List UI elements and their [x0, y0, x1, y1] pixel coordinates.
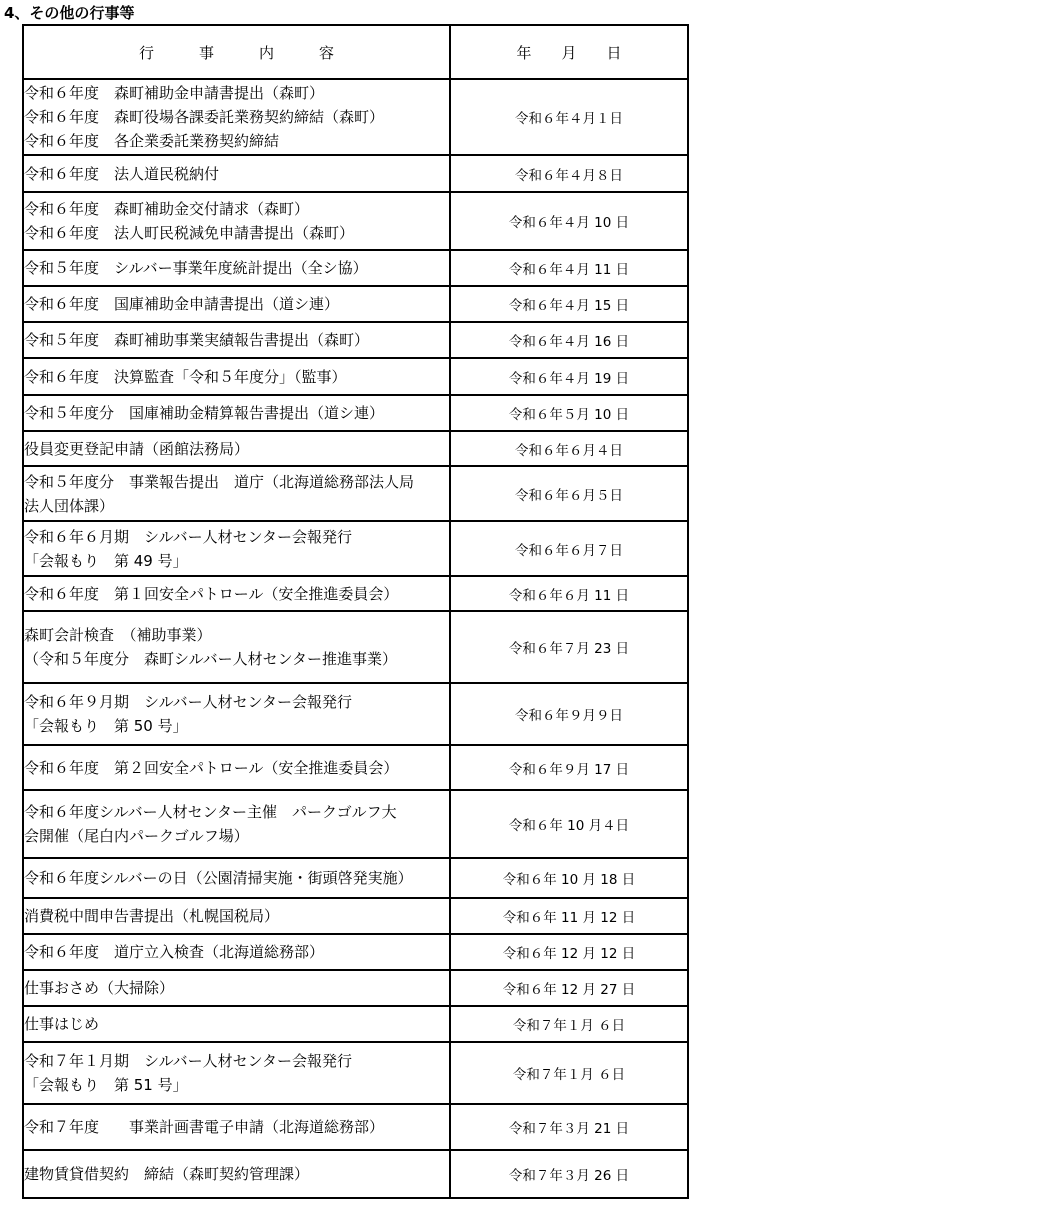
event-content-line: 消費税中間申告書提出（札幌国税局） [24, 907, 280, 925]
event-content-line: 令和５年度 森町補助事業実績報告書提出（森町） [24, 331, 370, 349]
table-row [23, 155, 688, 192]
event-content-line: 令和６年６月期 シルバー人材センター会報発行 [24, 527, 352, 546]
event-content-cell [23, 1150, 450, 1198]
table-row [23, 790, 688, 858]
event-date-cell: 令和６年９月 17 日 [450, 745, 688, 790]
event-date-cell: 令和６年４月 19 日 [450, 358, 688, 395]
event-content-cell [23, 192, 450, 250]
table-row [23, 322, 688, 358]
event-content-line: 令和６年度 森町補助金交付請求（森町） [24, 200, 310, 218]
event-date-cell: 令和６年 10 月４日 [450, 790, 688, 858]
event-content-line: 令和６年度 森町補助金申請書提出（森町） [24, 84, 325, 102]
event-date-cell: 令和６年 10 月 18 日 [450, 858, 688, 898]
table-row [23, 192, 688, 250]
table-row [23, 970, 688, 1006]
event-content-cell [23, 431, 450, 466]
event-date-cell: 令和６年６月７日 [450, 521, 688, 576]
event-content-line: 令和６年度 道庁立入検査（北海道総務部） [24, 943, 325, 961]
event-content-line: 会開催（尾白内パークゴルフ場） [24, 827, 249, 845]
section-title: 4、その他の行事等 [4, 4, 135, 22]
event-content-line: 「会報もり 第 51 号」 [24, 1076, 188, 1094]
event-content-cell [23, 683, 450, 745]
events-table [22, 24, 689, 1199]
event-content-cell [23, 358, 450, 395]
event-date-cell: 令和６年９月９日 [450, 683, 688, 745]
event-content-cell [23, 250, 450, 286]
event-content-cell [23, 790, 450, 858]
event-content-line: 「会報もり 第 50 号」 [24, 717, 188, 735]
event-date-cell: 令和６年７月 23 日 [450, 611, 688, 683]
event-content-line: 令和６年度 法人町民税減免申請書提出（森町） [24, 224, 355, 242]
event-content-line: 法人団体課） [24, 496, 115, 515]
table-row [23, 466, 688, 521]
table-row [23, 934, 688, 970]
table-header-row [23, 25, 688, 79]
event-date-cell: 令和６年５月 10 日 [450, 395, 688, 431]
event-date-cell: 令和６年６月 11 日 [450, 576, 688, 611]
event-content-cell [23, 1104, 450, 1150]
event-date-cell: 令和６年４月 16 日 [450, 322, 688, 358]
event-date-cell: 令和７年１月 ６日 [450, 1006, 688, 1042]
event-content-line: 令和７年１月期 シルバー人材センター会報発行 [24, 1052, 352, 1070]
event-content-line: 令和５年度 シルバー事業年度統計提出（全シ協） [24, 259, 368, 277]
event-date-cell: 令和６年４月 15 日 [450, 286, 688, 322]
event-content-cell [23, 79, 450, 155]
event-content-line: 令和７年度 事業計画書電子申請（北海道総務部） [24, 1118, 385, 1136]
event-date-cell: 令和６年４月 10 日 [450, 192, 688, 250]
table-row [23, 858, 688, 898]
table-row [23, 683, 688, 745]
table-row [23, 1042, 688, 1104]
event-content-line: 令和６年度シルバー人材センター主催 パークゴルフ大 [24, 803, 397, 821]
event-content-line: 令和６年度 第１回安全パトロール（安全推進委員会） [24, 584, 399, 603]
event-content-line: 令和６年度 各企業委託業務契約締結 [24, 132, 280, 150]
table-row [23, 395, 688, 431]
event-content-line: 「会報もり 第 49 号」 [24, 551, 188, 570]
table-row [23, 250, 688, 286]
event-date-cell: 令和６年 12 月 27 日 [450, 970, 688, 1006]
table-row [23, 358, 688, 395]
table-row [23, 1104, 688, 1150]
table-row [23, 1150, 688, 1198]
event-content-line: 建物賃貸借契約 締結（森町契約管理課） [24, 1165, 310, 1183]
table-row [23, 286, 688, 322]
event-content-line: 令和６年度 森町役場各課委託業務契約締結（森町） [24, 108, 385, 126]
table-row [23, 79, 688, 155]
event-content-cell [23, 322, 450, 358]
table-row [23, 745, 688, 790]
event-date-cell: 令和６年４月８日 [450, 155, 688, 192]
event-content-cell [23, 155, 450, 192]
event-content-cell [23, 576, 450, 611]
event-date-cell: 令和６年４月 11 日 [450, 250, 688, 286]
event-content-cell [23, 970, 450, 1006]
event-content-line: 令和６年度 第２回安全パトロール（安全推進委員会） [24, 758, 399, 777]
table-row [23, 898, 688, 934]
event-date-cell: 令和６年６月４日 [450, 431, 688, 466]
event-content-cell [23, 286, 450, 322]
event-content-line: 令和６年度シルバーの日（公園清掃実施・街頭啓発実施） [24, 869, 413, 887]
column-header-content-label: 行 事 内 容 [138, 43, 334, 62]
event-content-line: 役員変更登記申請（函館法務局） [24, 439, 250, 458]
table-body [23, 79, 688, 1198]
event-date-cell: 令和６年４月１日 [450, 79, 688, 155]
event-content-cell [23, 611, 450, 683]
column-header-date [450, 25, 688, 79]
table-row [23, 576, 688, 611]
event-content-cell [23, 934, 450, 970]
event-content-line: 令和５年度分 事業報告提出 道庁（北海道総務部法人局 [24, 472, 415, 491]
column-header-date-label: 年 月 日 [516, 43, 622, 62]
event-content-cell [23, 466, 450, 521]
event-date-cell: 令和７年３月 21 日 [450, 1104, 688, 1150]
event-date-cell: 令和７年１月 ６日 [450, 1042, 688, 1104]
event-content-line: 令和５年度分 国庫補助金精算報告書提出（道シ連） [24, 404, 385, 422]
event-content-line: 令和６年度 決算監査「令和５年度分」（監事） [24, 367, 347, 386]
event-content-line: 令和６年９月期 シルバー人材センター会報発行 [24, 693, 352, 711]
table-row [23, 521, 688, 576]
event-date-cell: 令和６年６月５日 [450, 466, 688, 521]
event-date-cell: 令和６年 12 月 12 日 [450, 934, 688, 970]
table-row [23, 431, 688, 466]
event-content-line: 森町会計検査 （補助事業） [24, 626, 212, 644]
column-header-content [23, 25, 450, 79]
event-content-cell [23, 521, 450, 576]
event-content-line: 仕事おさめ（大掃除） [24, 979, 175, 997]
event-content-line: 仕事はじめ [24, 1015, 100, 1033]
event-content-line: 令和６年度 法人道民税納付 [24, 164, 220, 183]
event-content-cell [23, 1006, 450, 1042]
event-content-cell [23, 898, 450, 934]
event-content-cell [23, 395, 450, 431]
event-content-line: 令和６年度 国庫補助金申請書提出（道シ連） [24, 295, 340, 313]
event-content-cell [23, 858, 450, 898]
event-content-cell [23, 745, 450, 790]
event-content-cell [23, 1042, 450, 1104]
table-row [23, 1006, 688, 1042]
table-row [23, 611, 688, 683]
event-date-cell: 令和７年３月 26 日 [450, 1150, 688, 1198]
event-date-cell: 令和６年 11 月 12 日 [450, 898, 688, 934]
event-content-line: （令和５年度分 森町シルバー人材センター推進事業） [24, 650, 397, 668]
